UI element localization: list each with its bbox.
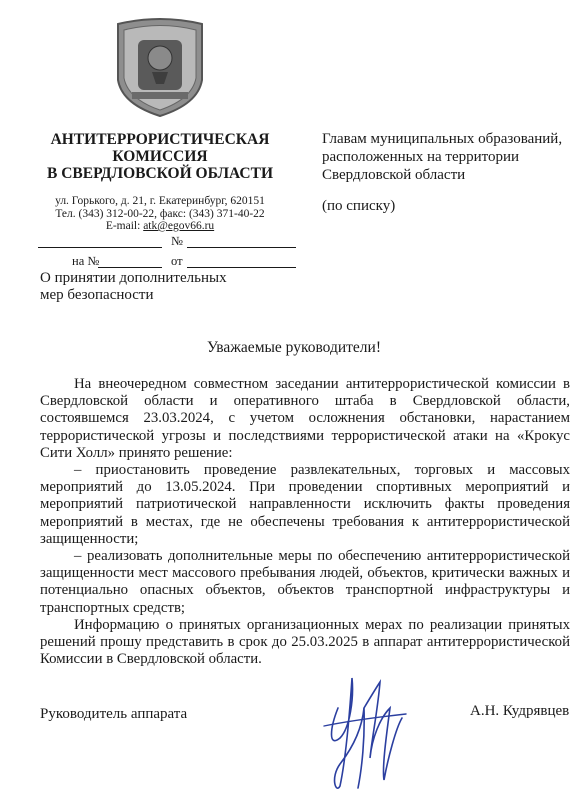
recipient-line2: расположенных на территории xyxy=(322,149,520,165)
letter-body xyxy=(40,376,570,668)
commission-emblem xyxy=(108,14,212,118)
recipient-line3: Свердловской области xyxy=(322,167,466,183)
letter-subject xyxy=(40,270,227,304)
org-name-line2: КОМИССИЯ xyxy=(112,148,208,165)
recipient-block xyxy=(322,130,577,184)
greeting: Уважаемые руководители! xyxy=(207,339,381,356)
handwritten-signature xyxy=(310,668,420,798)
body-paragraph-4: Информацию о принятых организационных мерах по реализации принятых решений прошу представить в срок до 25.03.2025 в аппарат антитеррористической Комиссии в Свердловской области. xyxy=(40,616,570,668)
org-name-line1: АНТИТЕРРОРИСТИЧЕСКАЯ xyxy=(50,131,270,148)
subject-line1: О принятии дополнительных xyxy=(40,270,227,286)
organization-name xyxy=(40,131,280,182)
recipient-to-list: (по списку) xyxy=(322,198,396,214)
number-sign: № xyxy=(171,234,183,248)
incoming-number-line xyxy=(98,267,162,268)
org-address: ул. Горького, д. 21, г. Екатеринбург, 620151 xyxy=(55,195,265,207)
email-link[interactable]: atk@egov66.ru xyxy=(143,220,215,232)
org-phone: Тел. (343) 312-00-22, факс: (343) 371-40-22 xyxy=(55,207,265,220)
signatory-position: Руководитель аппарата xyxy=(40,706,188,722)
subject-line2: мер безопасности xyxy=(40,287,154,303)
organization-contacts xyxy=(40,195,280,233)
body-paragraph-2: – приостановить проведение развлекательных, торговых и массовых мероприятий до 13.05.2024. При проведении спортивных мероприятий и мероприятий патриотической направленности исключить факты проведения мероприятий в местах, где не обеспечены требования к антитеррористической защищенности; xyxy=(40,462,570,547)
org-email-line xyxy=(40,220,280,233)
body-paragraph-3: – реализовать дополнительные меры по обеспечению антитеррористической защищенности мест массового пребывания людей, объектов, критически важных и потенциально опасных объектов, объектов транспортной инфраструктуры и транспортных средств; xyxy=(40,548,570,616)
body-paragraph-1: На внеочередном совместном заседании антитеррористической комиссии в Свердловской области и оперативного штаба в Свердловской области, состоявшемся 23.03.2024, с учетом осложнения обстановки, нарастанием террористической угрозы и последствиями террористической атаки на «Крокус Сити Холл» принято решение: xyxy=(40,376,570,461)
outgoing-number-line xyxy=(187,247,296,248)
recipient-line1: Главам муниципальных образований, xyxy=(322,131,563,147)
signatory-name: А.Н. Кудрявцев xyxy=(470,703,570,719)
outgoing-date-line xyxy=(38,247,162,248)
email-label: E-mail: xyxy=(105,220,144,232)
incoming-number-label: на № xyxy=(72,254,100,268)
org-name-line3: В СВЕРДЛОВСКОЙ ОБЛАСТИ xyxy=(46,165,273,182)
incoming-date-label: от xyxy=(171,254,183,268)
incoming-date-line xyxy=(187,267,296,268)
